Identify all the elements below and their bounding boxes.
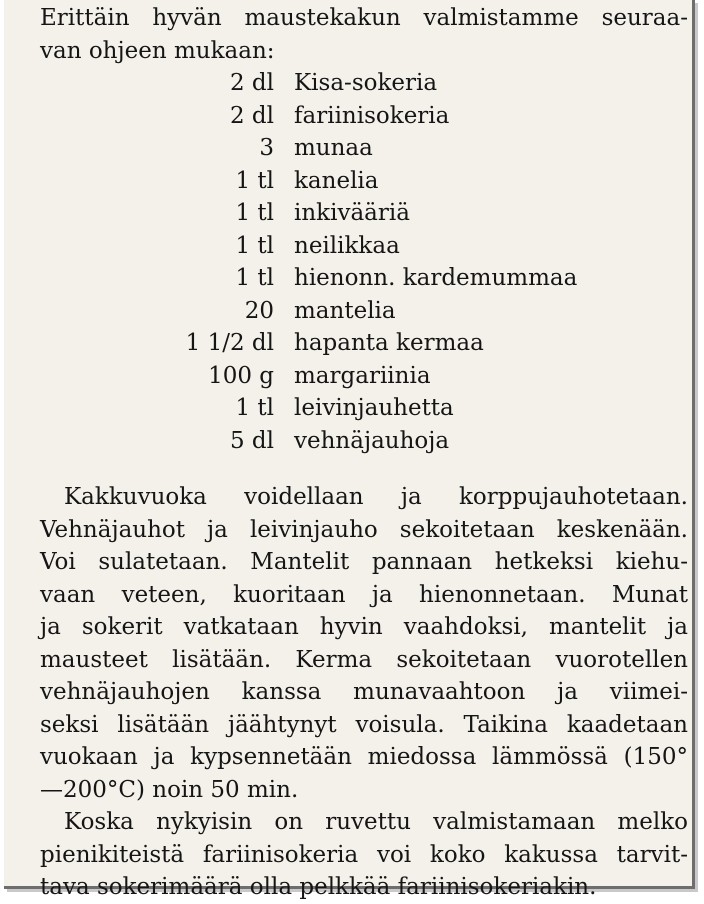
instruction-line: vaan veteen, kuoritaan ja hienonnetaan. Munat	[40, 581, 688, 608]
ingredient-row	[40, 230, 688, 263]
ingredient-qty: 1 tl	[235, 395, 274, 421]
ingredient-qty: 3	[259, 135, 274, 161]
note-line: pienikiteistä fariinisokeria voi koko kakussa tarvit-	[40, 841, 688, 868]
instruction-line: —200°C) noin 50 min.	[40, 776, 299, 803]
ingredient-name: neilikkaa	[294, 232, 400, 259]
ingredient-row	[40, 327, 688, 360]
note-paragraph	[40, 806, 688, 904]
ingredient-name: leivinjauhetta	[294, 395, 454, 421]
ingredient-qty: 1 tl	[235, 167, 274, 194]
instruction-line: mausteet lisätään. Kerma sekoitetaan vuorotellen	[40, 646, 688, 673]
ingredient-name: hapanta kermaa	[294, 330, 484, 356]
instruction-line: seksi lisätään jäähtynyt voisula. Taikina kaadetaan	[40, 711, 688, 738]
note-line: Koska nykyisin on ruvettu valmistamaan melko	[64, 809, 688, 835]
intro-paragraph	[40, 2, 688, 67]
ingredient-name: fariinisokeria	[294, 102, 450, 129]
ingredient-row	[40, 165, 688, 198]
ingredient-row	[40, 392, 688, 425]
ingredient-row	[40, 197, 688, 230]
ingredient-qty: 5 dl	[229, 427, 274, 454]
ingredient-qty: 2 dl	[229, 70, 274, 96]
ingredient-name: kanelia	[294, 167, 379, 194]
instructions-paragraph	[40, 481, 688, 806]
instruction-line: vehnäjauhojen kanssa munavaahtoon ja viimei-	[40, 679, 688, 705]
ingredient-row	[40, 360, 688, 393]
recipe-page	[40, 2, 688, 904]
instruction-line: vuokaan ja kypsennetään miedossa lämmössä (150°	[40, 744, 688, 770]
instruction-line: Kakkuvuoka voidellaan ja korppujauhotetaan.	[64, 484, 688, 510]
ingredient-name: hienonn. kardemummaa	[294, 265, 578, 291]
ingredient-qty: 20	[244, 297, 274, 324]
ingredient-row	[40, 425, 688, 458]
ingredient-row	[40, 100, 688, 133]
ingredient-qty: 1 tl	[235, 232, 274, 259]
instruction-line: Voi sulatetaan. Mantelit pannaan hetkeksi kiehu-	[40, 549, 688, 575]
ingredient-name: Kisa-sokeria	[294, 70, 438, 96]
ingredient-qty: 2 dl	[229, 102, 274, 129]
ingredient-qty: 100 g	[208, 362, 274, 389]
ingredient-name: vehnäjauhoja	[294, 427, 450, 454]
note-line: tava sokerimäärä olla pelkkää fariinisokeriakin.	[40, 874, 597, 900]
ingredient-name: inkivääriä	[294, 200, 410, 226]
ingredient-name: margariinia	[294, 362, 431, 389]
ingredient-list	[40, 67, 688, 457]
ingredient-row	[40, 262, 688, 295]
ingredient-qty: 1 tl	[235, 265, 274, 291]
intro-line: van ohjeen mukaan:	[40, 37, 275, 64]
page-frame	[4, 0, 695, 900]
ingredient-qty: 1 1/2 dl	[185, 330, 274, 356]
ingredient-name: munaa	[294, 135, 373, 161]
ingredient-row	[40, 295, 688, 328]
ingredient-qty: 1 tl	[235, 200, 274, 226]
ingredient-row	[40, 132, 688, 165]
instruction-line: ja sokerit vatkataan hyvin vaahdoksi, mantelit ja	[40, 614, 688, 640]
ingredient-row	[40, 67, 688, 100]
instruction-line: Vehnäjauhot ja leivinjauho sekoitetaan keskenään.	[40, 516, 688, 543]
intro-line: Erittäin hyvän maustekakun valmistamme seuraa-	[40, 5, 688, 31]
ingredient-name: mantelia	[294, 297, 396, 324]
